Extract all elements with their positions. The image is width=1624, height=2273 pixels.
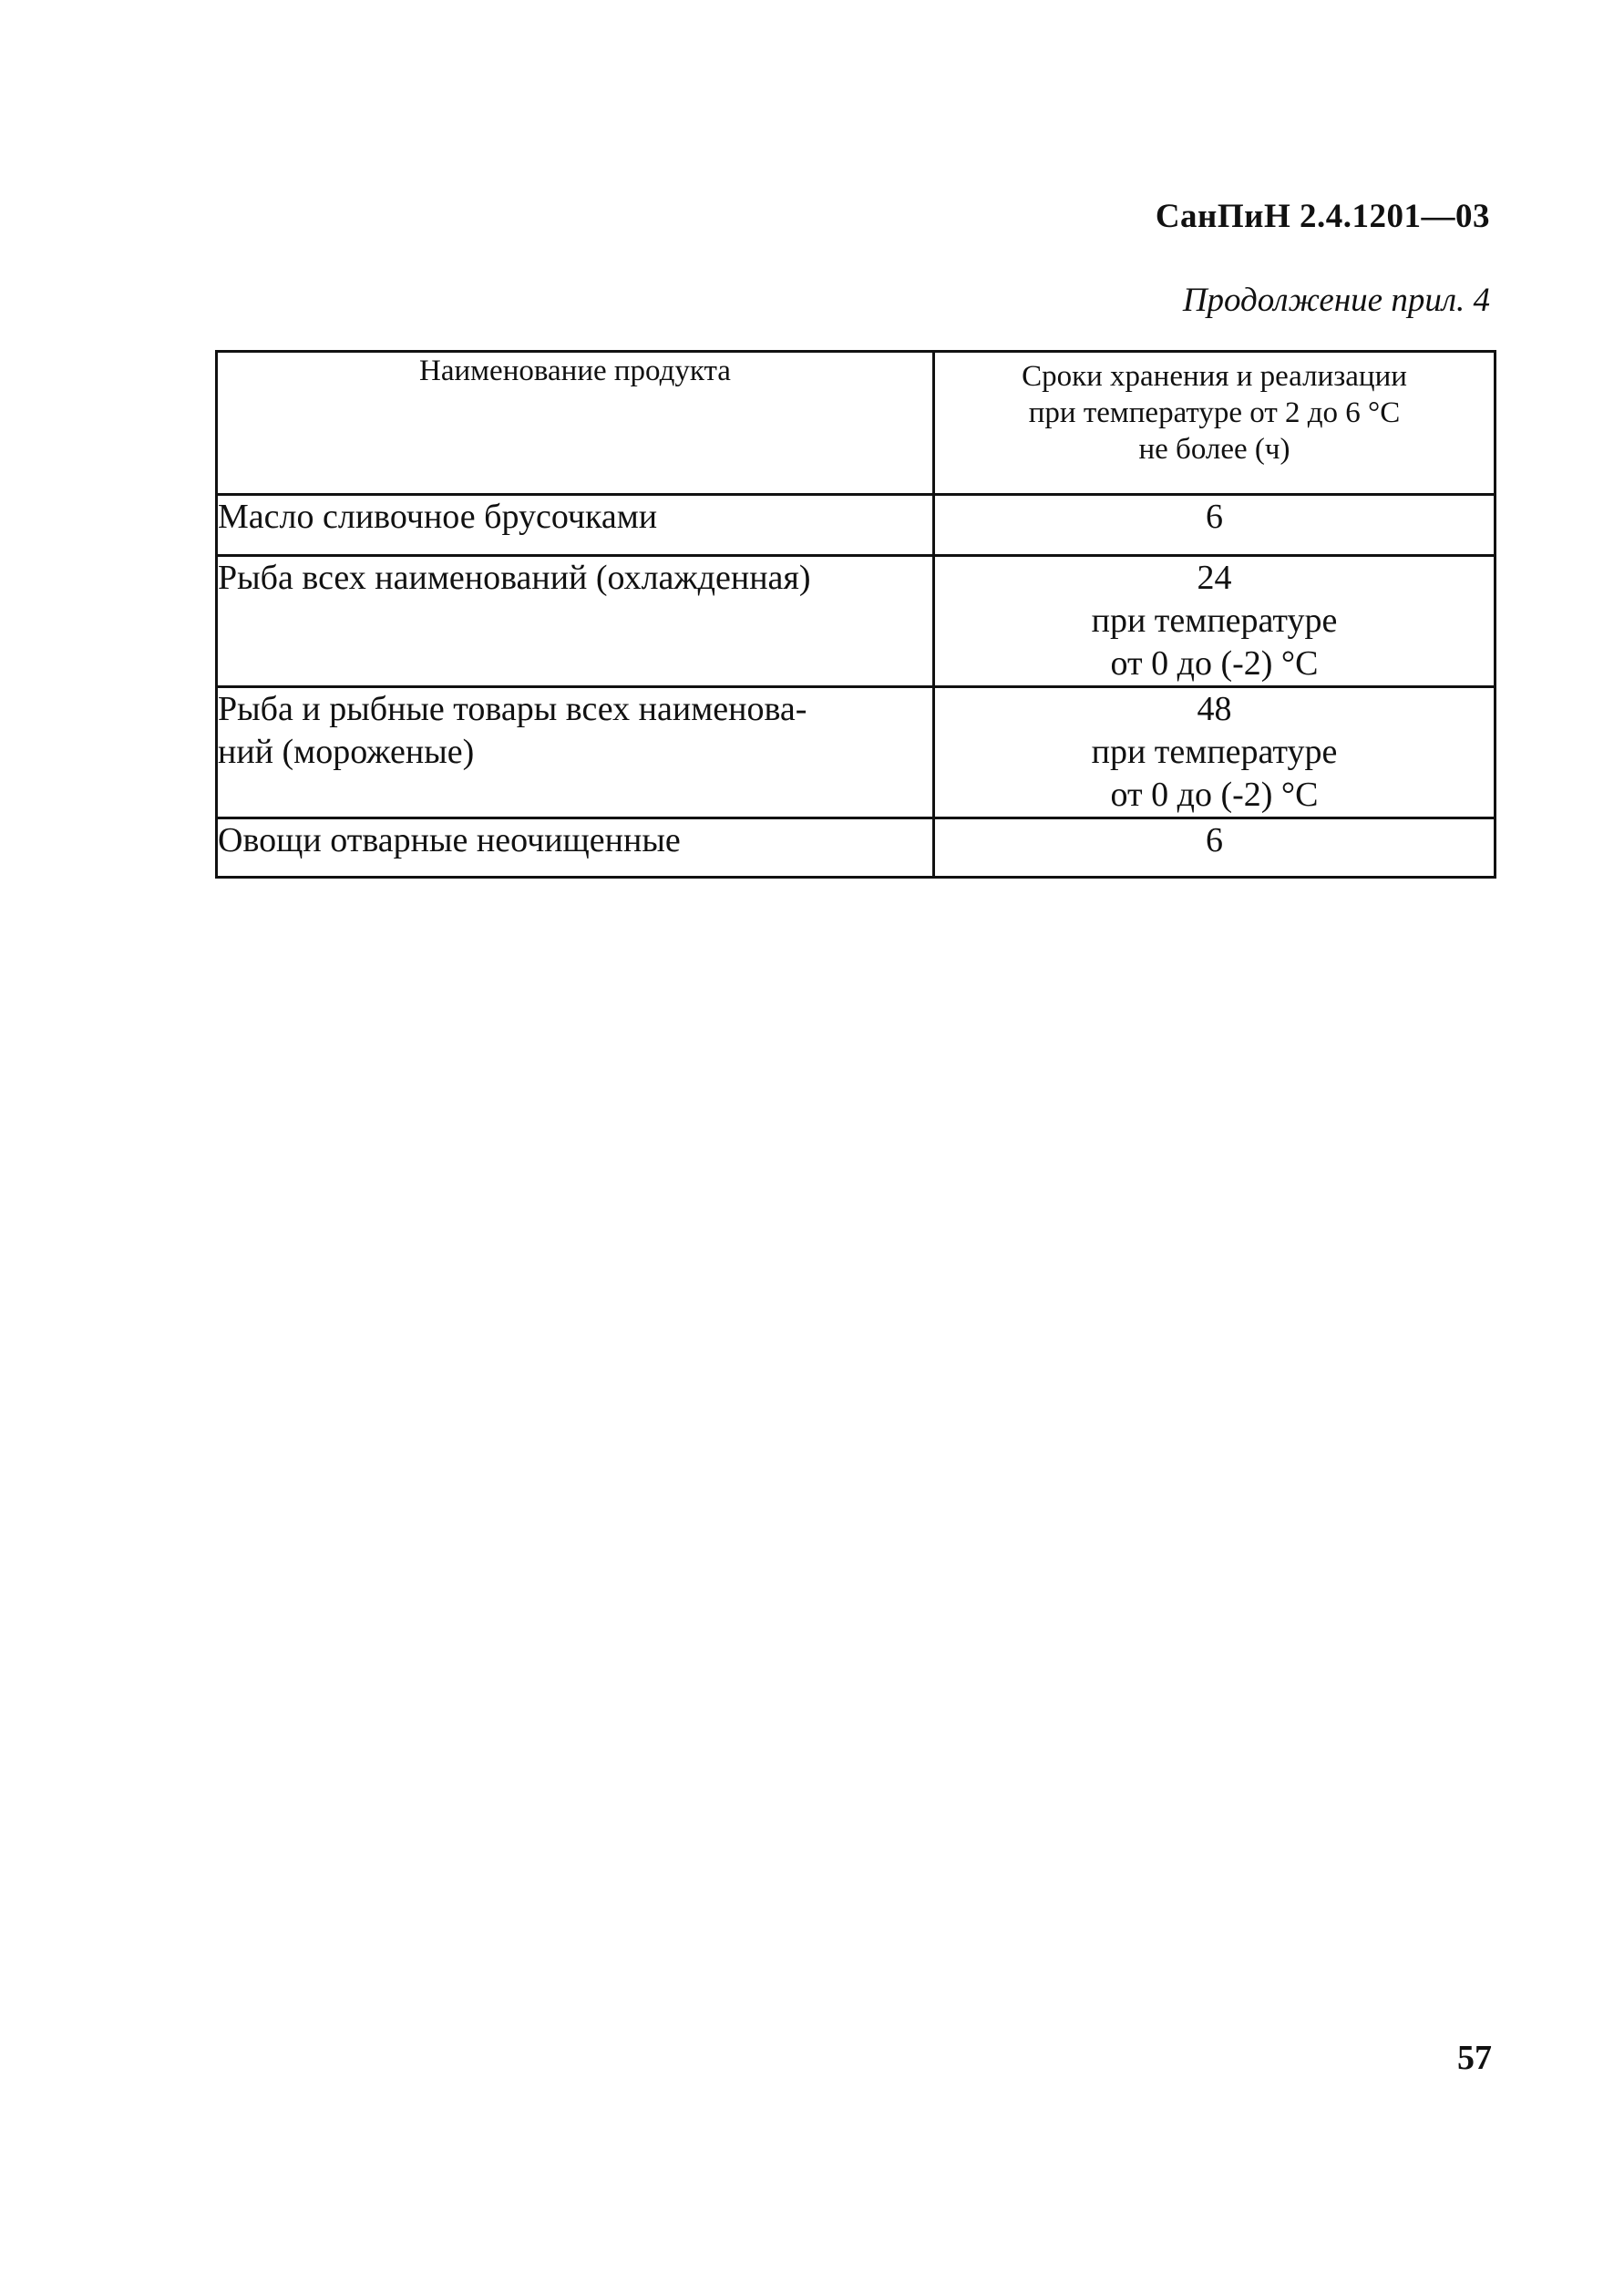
header-storage-line: при температуре от 2 до 6 °С <box>1028 396 1401 429</box>
storage-value-cell <box>934 495 1496 556</box>
header-storage-period <box>934 352 1496 495</box>
appendix-continuation: Продолжение прил. 4 <box>1182 282 1490 319</box>
storage-value-cell <box>934 818 1496 878</box>
document-code: СанПиН 2.4.1201—03 <box>1155 198 1490 235</box>
header-storage-line: не более (ч) <box>1138 433 1290 466</box>
storage-value-cell <box>934 556 1496 687</box>
table-row <box>217 687 1496 818</box>
product-name-line: Рыба и рыбные товары всех наименова- ний (мороженые) <box>218 690 807 771</box>
product-name-cell: Овощи отварные неочищенные <box>217 818 934 878</box>
storage-condition-line: от 0 до (-2) °С <box>1110 644 1319 683</box>
storage-value-line: 6 <box>1206 821 1223 859</box>
header-storage-line: Сроки хранения и реализации <box>1022 360 1407 393</box>
storage-condition-line: от 0 до (-2) °С <box>1110 776 1319 814</box>
product-name-cell <box>217 687 934 818</box>
storage-times-table <box>215 350 1496 879</box>
header-product-name: Наименование продукта <box>217 352 934 495</box>
table-row <box>217 818 1496 878</box>
storage-value-line: 24 <box>1197 559 1232 597</box>
page-number: 57 <box>1457 2039 1492 2077</box>
table-header-row <box>217 352 1496 495</box>
storage-value-cell <box>934 687 1496 818</box>
storage-value-line: 6 <box>1206 498 1223 536</box>
table-row <box>217 556 1496 687</box>
storage-condition-line: при температуре <box>1091 602 1338 640</box>
product-name-cell: Масло сливочное брусочками <box>217 495 934 556</box>
product-name-cell: Рыба всех наименований (охлажденная) <box>217 556 934 687</box>
table-row <box>217 495 1496 556</box>
storage-value-line: 48 <box>1197 690 1232 728</box>
storage-condition-line: при температуре <box>1091 733 1338 771</box>
